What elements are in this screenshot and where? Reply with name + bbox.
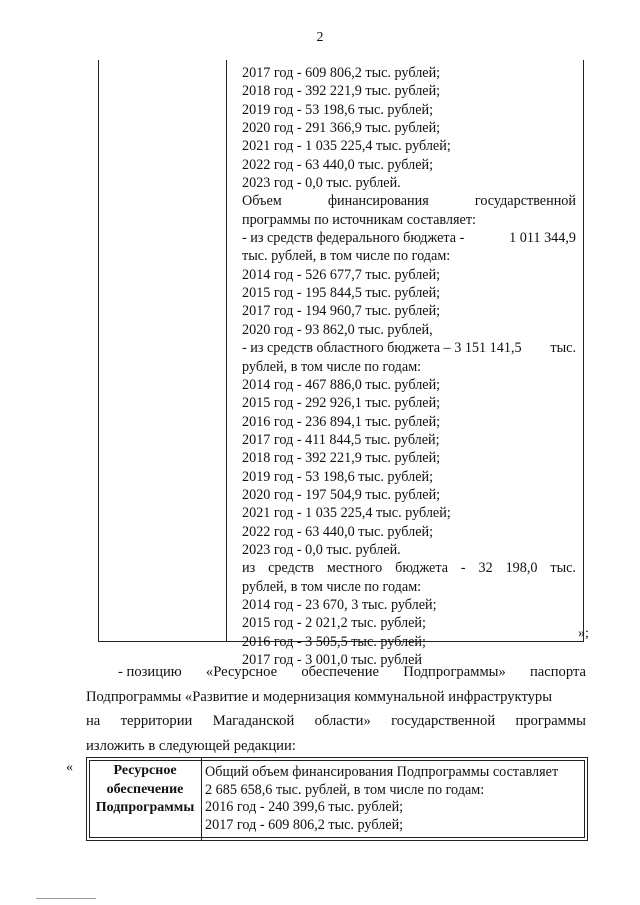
paragraph-line [86, 734, 586, 759]
justified-line-federal [242, 229, 576, 247]
funding-details-cell [242, 64, 576, 669]
table-border-right [583, 60, 584, 642]
resource-line: 2016 год - 240 399,6 тыс. рублей; [205, 799, 404, 816]
footer-rule [36, 898, 96, 899]
paragraph-word: паспорта [529, 664, 586, 680]
justified-word: 1 011 344,9 [509, 230, 576, 247]
paragraph-line [86, 685, 586, 710]
funding-line: 2017 год - 411 844,5 тыс. рублей; [242, 431, 440, 448]
paragraph-word: Подпрограммы «Развитие и модернизация коммунальной инфраструктуры [86, 688, 553, 705]
funding-line: 2018 год - 392 221,9 тыс. рублей; [242, 83, 441, 100]
funding-table-continuation [98, 60, 584, 668]
justified-word: - из средств областного бюджета – 3 151 141,5 [242, 340, 522, 357]
resource-line: 2 685 658,6 тыс. рублей, в том числе по годам: [205, 781, 485, 798]
paragraph-word: Магаданской [212, 713, 295, 729]
table-border-left [98, 60, 99, 642]
funding-line: 2017 год - 194 960,7 тыс. рублей; [242, 303, 441, 320]
paragraph-word: - позицию [118, 664, 182, 680]
resource-header-cell: Ресурсное обеспечение Подпрограммы [95, 763, 195, 815]
resource-line: Общий объем финансирования Подпрограммы составляет [205, 764, 559, 780]
funding-line: 2020 год - 291 366,9 тыс. рублей; [242, 120, 441, 137]
year-lines-federal [242, 247, 576, 339]
funding-line: 2020 год - 197 504,9 тыс. рублей; [242, 486, 441, 503]
funding-line: 2018 год - 392 221,9 тыс. рублей; [242, 450, 441, 467]
justified-word: средств [268, 560, 314, 577]
funding-line: 2015 год - 292 926,1 тыс. рублей; [242, 395, 441, 412]
funding-line: 2015 год - 2 021,2 тыс. рублей; [242, 615, 426, 632]
resource-table [86, 757, 588, 841]
justified-word: местного [326, 560, 383, 577]
table-column-divider [201, 758, 202, 840]
justified-word: - [460, 560, 466, 577]
table-column-divider [226, 60, 227, 642]
justified-word: - из средств федерального бюджета - [242, 230, 465, 247]
funding-line: 2014 год - 526 677,7 тыс. рублей; [242, 266, 441, 283]
paragraph-word: программы [515, 713, 586, 729]
funding-line: рублей, в том числе по годам: [242, 578, 422, 595]
funding-line: 2016 год - 236 894,1 тыс. рублей; [242, 413, 441, 430]
paragraph-line [86, 660, 586, 685]
page-number: 2 [316, 30, 324, 45]
amendment-paragraph [86, 660, 586, 758]
funding-line: 2014 год - 23 670, 3 тыс. рублей; [242, 596, 437, 613]
sources-line: программы по источникам составляет: [242, 211, 476, 228]
funding-line: 2020 год - 93 862,0 тыс. рублей, [242, 321, 433, 338]
paragraph-word: области» [314, 713, 371, 729]
funding-line: рублей, в том числе по годам: [242, 358, 422, 375]
year-lines-local [242, 578, 576, 670]
funding-line: 2022 год - 63 440,0 тыс. рублей; [242, 156, 434, 173]
paragraph-word: Подпрограммы» [403, 664, 506, 680]
funding-line: 2016 год - 3 505,5 тыс. рублей; [242, 633, 426, 650]
justified-line-volume [242, 192, 576, 210]
paragraph-word: «Ресурсное [205, 664, 278, 680]
funding-line: 2021 год - 1 035 225,4 тыс. рублей; [242, 138, 451, 155]
funding-line: 2017 год - 609 806,2 тыс. рублей; [242, 65, 441, 81]
paragraph-word: на [86, 713, 101, 729]
funding-line: 2015 год - 195 844,5 тыс. рублей; [242, 285, 441, 302]
justified-word: из [242, 560, 256, 577]
justified-word: Объем [242, 193, 282, 210]
justified-word: бюджета [395, 560, 449, 577]
funding-line: 2019 год - 53 198,6 тыс. рублей; [242, 101, 434, 118]
paragraph-word: территории [120, 713, 193, 729]
funding-line: 2023 год - 0,0 тыс. рублей. [242, 175, 401, 192]
justified-word: 198,0 [505, 560, 538, 577]
justified-word: государственной [474, 193, 576, 210]
opening-quote: « [66, 760, 73, 775]
funding-line: 2014 год - 467 886,0 тыс. рублей; [242, 376, 441, 393]
justified-word: тыс. [550, 340, 576, 357]
resource-value-cell [205, 764, 583, 834]
justified-line-local [242, 559, 576, 577]
funding-line: тыс. рублей, в том числе по годам: [242, 248, 451, 265]
paragraph-word: государственной [391, 713, 496, 729]
funding-line: 2019 год - 53 198,6 тыс. рублей; [242, 468, 434, 485]
year-lines-regional [242, 358, 576, 560]
justified-word: финансирования [327, 193, 429, 210]
justified-word: тыс. [550, 560, 576, 577]
paragraph-word: обеспечение [301, 664, 379, 680]
funding-line: 2022 год - 63 440,0 тыс. рублей; [242, 523, 434, 540]
paragraph-line [86, 709, 586, 734]
justified-word: 32 [478, 560, 493, 577]
funding-line: 2017 год - 3 001,0 тыс. рублей [242, 652, 422, 668]
funding-line: 2023 год - 0,0 тыс. рублей. [242, 541, 401, 558]
funding-line: 2021 год - 1 035 225,4 тыс. рублей; [242, 505, 451, 522]
justified-line-regional [242, 339, 576, 357]
paragraph-text: изложить в следующей редакции: [86, 737, 296, 754]
year-lines-total [242, 64, 576, 192]
resource-line: 2017 год - 609 806,2 тыс. рублей; [205, 816, 404, 833]
closing-quote: »; [578, 626, 589, 641]
